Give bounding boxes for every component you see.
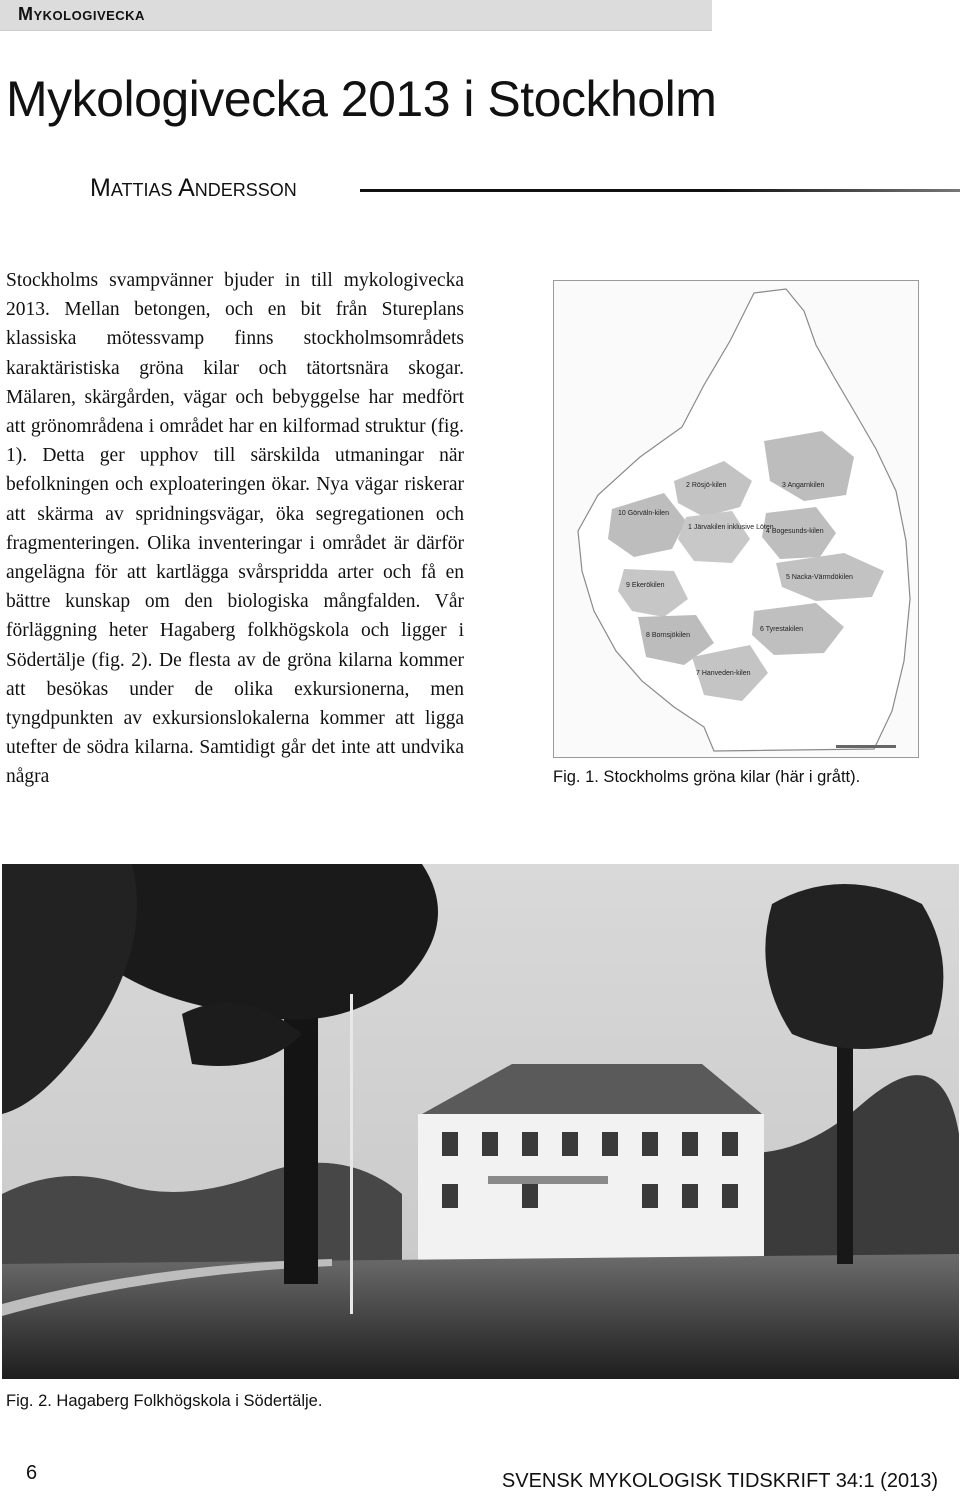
- author-rule: [360, 189, 960, 192]
- map-label-bornsjo: 8 Bornsjökilen: [646, 632, 690, 639]
- figure2-caption: Fig. 2. Hagaberg Folkhögskola i Södertälje.: [6, 1392, 323, 1410]
- map-label-hanveden: 7 Hanveden-kilen: [696, 670, 751, 677]
- hagaberg-photo: [2, 864, 959, 1379]
- article-author: Mattias Andersson: [90, 174, 297, 202]
- journal-name: SVENSK MYKOLOGISK TIDSKRIFT 34:1 (2013): [501, 1470, 938, 1492]
- page-number: 6: [26, 1462, 38, 1484]
- map-label-bogesund: 4 Bogesunds-kilen: [766, 528, 824, 535]
- map-label-jarva: 1 Järvakilen inklusive Löten: [688, 524, 774, 531]
- map-label-gorvaln: 10 Görväln-kilen: [618, 510, 669, 517]
- balcony: [488, 1176, 608, 1184]
- flagpole: [350, 994, 353, 1314]
- right-tree-canopy: [765, 884, 943, 1049]
- map-label-ekero: 9 Ekerökilen: [626, 582, 665, 589]
- map-drawing: [554, 281, 918, 757]
- green-wedges-map: [553, 280, 919, 758]
- photo-drawing: [2, 864, 959, 1379]
- figure1-caption: Fig. 1. Stockholms gröna kilar (här i grått).: [553, 768, 861, 786]
- map-label-rosjo: 2 Rösjö-kilen: [686, 482, 727, 489]
- building-facade: [418, 1114, 764, 1264]
- section-label: Mykologivecka: [18, 4, 145, 24]
- map-label-nacka: 5 Nacka-Värmdökilen: [786, 574, 853, 581]
- article-title: Mykologivecka 2013 i Stockholm: [6, 71, 717, 127]
- article-body: Stockholms svampvänner bjuder in till mykologivecka 2013. Mellan betongen, och en bit från Stureplans klassiska mötessvamp finns stockholmsområdets karaktäristiska gröna kilar och tätortsnära skogar. Mälaren, skärgården, vägar och bebyggelse har medfört att grönområdena i området har en kilformad struktur (fig. 1). Detta ger upphov till särskilda utmaningar när befolkningen och exploateringen ökar. Nya vägar riskerar att skärma av spridningsvägar, öka segregationen och fragmenteringen. Olika inventeringar i området är därför angelägna för att kartlägga svårspridda arter och få en bättre kunskap om den biologiska mångfalden. Vår förläggning heter Hagaberg folkhögskola och ligger i Södertälje (fig. 2). De flesta av de gröna kilarna kommer att besökas under de olika exkursionerna, men tyngdpunkten av exkursionslokalerna kommer att ligga utefter de södra kilarna. Samtidigt går det inte att undvika några: [6, 270, 464, 788]
- section-header: [0, 0, 712, 31]
- scale-bar: [836, 745, 896, 748]
- map-label-tyresta: 6 Tyrestakilen: [760, 626, 804, 633]
- map-label-angarn: 3 Angarnkilen: [782, 482, 825, 489]
